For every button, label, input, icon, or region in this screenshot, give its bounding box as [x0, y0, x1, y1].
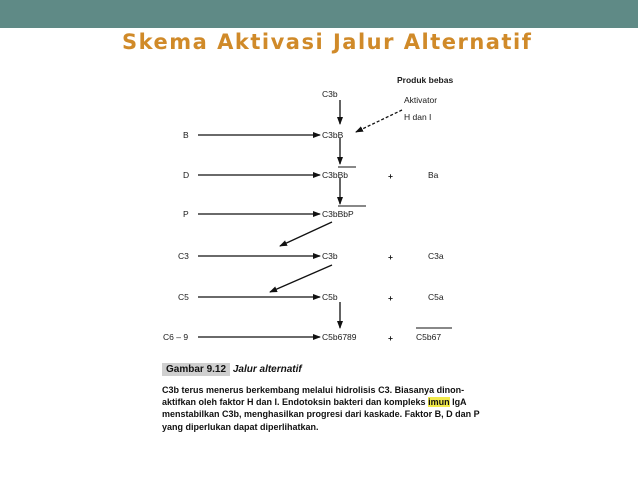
caption-text-part: C3b terus menerus berkembang melalui hidrolisis C3. Biasanya dinon-aktifkan oleh faktor H dan I. Endotoksin bakteri dan kompleks — [162, 385, 465, 408]
figure-title: Jalur alternatif — [232, 364, 302, 375]
row-center-label: C3bB — [322, 130, 344, 140]
row-left-label: B — [183, 130, 189, 140]
row-left-label: C3 — [178, 251, 189, 261]
row-right-label: Ba — [428, 170, 439, 180]
highlighted-word: imun — [428, 397, 450, 408]
plus-sign: + — [388, 171, 393, 181]
row-left-label: D — [183, 170, 190, 180]
c3b-top-label: C3b — [322, 89, 338, 99]
activator-label: Aktivator — [404, 95, 438, 105]
diagonal-arrow — [280, 222, 332, 246]
row-left-label: C6 – 9 — [163, 332, 189, 342]
diagonal-arrow — [270, 265, 332, 292]
alternative-pathway-diagram — [0, 60, 638, 360]
row-center-label: C5b — [322, 292, 338, 302]
inhibitor-label: H dan I — [404, 112, 432, 122]
caption-text-part: IgA menstabilkan C3b, menghasilkan progresi dari kaskade. Faktor B, D dan P yang diperlukan dapat diperlihatkan. — [162, 397, 480, 432]
row-center-label: C3bBbP — [322, 209, 354, 219]
dashed-activator-arrow — [356, 110, 402, 132]
row-left-label: C5 — [178, 292, 189, 302]
row-center-label: C3bBb — [322, 170, 348, 180]
row-right-label: C5b67 — [416, 332, 442, 342]
row-center-label: C5b6789 — [322, 332, 357, 342]
slide-title: Skema Aktivasi Jalur Alternatif — [122, 30, 533, 54]
figure-caption-title — [162, 363, 482, 379]
row-right-label: C3a — [428, 251, 444, 261]
row-right-label: C5a — [428, 292, 444, 302]
row-center-label: C3b — [322, 251, 338, 261]
slide-topbar — [0, 0, 638, 28]
plus-sign: + — [388, 293, 393, 303]
row-left-label: P — [183, 209, 189, 219]
free-products-header: Produk bebas — [397, 75, 454, 85]
figure-label: Gambar 9.12 — [162, 363, 230, 376]
figure-caption-text — [162, 384, 482, 464]
plus-sign: + — [388, 252, 393, 262]
plus-sign: + — [388, 333, 393, 343]
